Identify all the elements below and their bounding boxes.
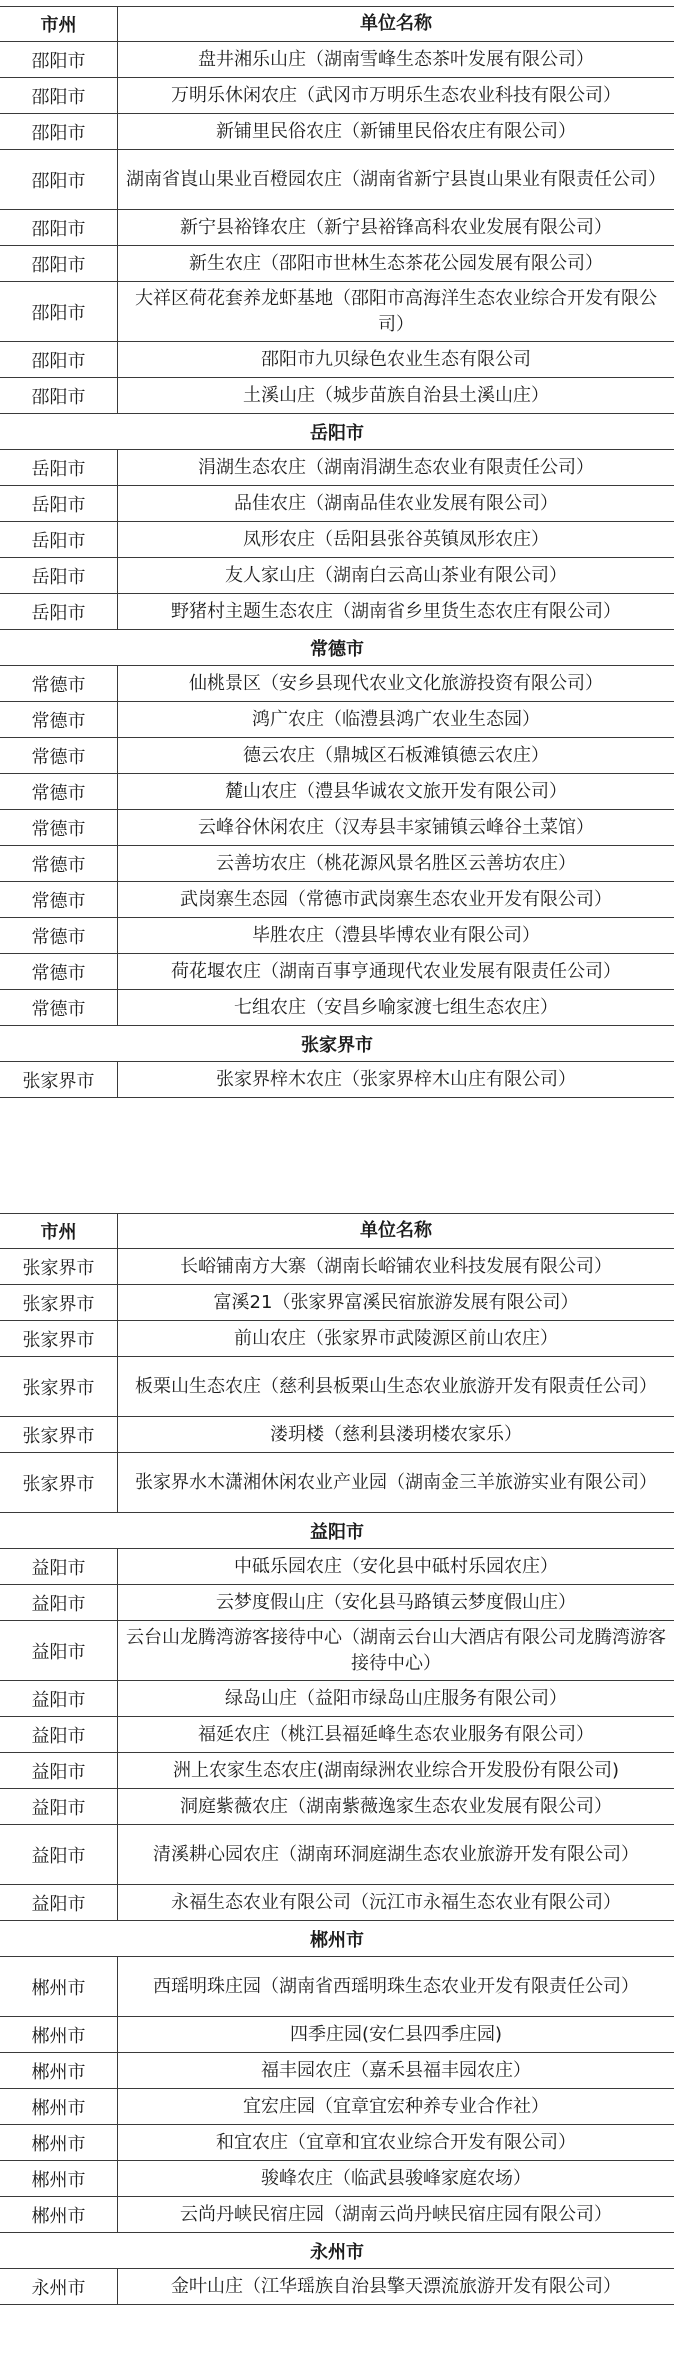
cell-unit: 云尚丹峡民宿庄园（湖南云尚丹峡民宿庄园有限公司）: [180, 2203, 612, 2225]
table-row: [0, 1417, 674, 1453]
cell-city: 岳阳市: [0, 594, 118, 629]
cell-unit: 云峰谷休闲农庄（汉寿县丰家铺镇云峰谷土菜馆）: [198, 816, 594, 838]
cell-unit: 野猪村主题生态农庄（湖南省乡里货生态农庄有限公司）: [171, 600, 621, 622]
table-row: [0, 150, 674, 210]
cell-city: 永州市: [0, 2269, 118, 2304]
section-title: 郴州市: [0, 1921, 674, 1957]
cell-city: 张家界市: [0, 1417, 118, 1452]
cell-unit: 武岗寨生态园（常德市武岗寨生态农业开发有限公司）: [180, 888, 612, 910]
cell-unit: 荷花堰农庄（湖南百事亨通现代农业发展有限责任公司）: [171, 960, 621, 982]
cell-city: 邵阳市: [0, 246, 118, 281]
table-row: [0, 450, 674, 486]
cell-city: 常德市: [0, 738, 118, 773]
table-row: [0, 210, 674, 246]
cell-city: 邵阳市: [0, 42, 118, 77]
table-header: [0, 6, 674, 42]
table-row: [0, 1549, 674, 1585]
cell-city: 常德市: [0, 954, 118, 989]
table-row: [0, 846, 674, 882]
table-row: [0, 594, 674, 630]
table-row: [0, 738, 674, 774]
cell-city: 益阳市: [0, 1585, 118, 1620]
cell-unit: 宜宏庄园（宜章宜宏种养专业合作社）: [243, 2095, 549, 2117]
cell-city: 常德市: [0, 666, 118, 701]
cell-unit: 骏峰农庄（临武县骏峰家庭农场）: [261, 2167, 531, 2189]
table-row: [0, 282, 674, 342]
cell-city: 邵阳市: [0, 78, 118, 113]
cell-city: 郴州市: [0, 2125, 118, 2160]
cell-city: 岳阳市: [0, 522, 118, 557]
cell-unit: 四季庄园(安仁县四季庄园): [289, 2023, 503, 2045]
table-row: [0, 114, 674, 150]
cell-unit: 金叶山庄（江华瑶族自治县擎天漂流旅游开发有限公司）: [171, 2275, 621, 2297]
table-row: [0, 990, 674, 1026]
cell-city: 郴州市: [0, 1957, 118, 2016]
cell-unit: 湖南省崀山果业百橙园农庄（湖南省新宁县崀山果业有限责任公司）: [126, 168, 666, 190]
cell-unit: 新生农庄（邵阳市世林生态茶花公园发展有限公司）: [189, 252, 603, 274]
cell-city: 岳阳市: [0, 486, 118, 521]
table-row: [0, 486, 674, 522]
table-row: [0, 2017, 674, 2053]
cell-city: 益阳市: [0, 1549, 118, 1584]
cell-city: 常德市: [0, 810, 118, 845]
section-title: 常德市: [0, 630, 674, 666]
table-row: [0, 246, 674, 282]
cell-city: 常德市: [0, 990, 118, 1025]
table-row: [0, 42, 674, 78]
cell-city: 张家界市: [0, 1357, 118, 1416]
table-row: [0, 2197, 674, 2233]
cell-city: 益阳市: [0, 1621, 118, 1680]
table-row: [0, 666, 674, 702]
cell-unit: 新宁县裕锋农庄（新宁县裕锋高科农业发展有限公司）: [180, 216, 612, 238]
table-row: [0, 1249, 674, 1285]
cell-unit: 德云农庄（鼎城区石板滩镇德云农庄）: [243, 744, 549, 766]
cell-city: 常德市: [0, 702, 118, 737]
cell-unit: 凤形农庄（岳阳县张谷英镇凤形农庄）: [243, 528, 549, 550]
cell-city: 常德市: [0, 882, 118, 917]
cell-city: 邵阳市: [0, 342, 118, 377]
table-row: [0, 2089, 674, 2125]
header-city: 市州: [0, 1214, 118, 1248]
cell-unit: 云台山龙腾湾游客接待中心（湖南云台山大酒店有限公司龙腾湾游客接待中心）: [126, 1626, 666, 1674]
cell-unit: 板栗山生态农庄（慈利县板栗山生态农业旅游开发有限责任公司）: [135, 1375, 657, 1397]
cell-unit: 邵阳市九贝绿色农业生态有限公司: [261, 348, 531, 370]
cell-city: 邵阳市: [0, 114, 118, 149]
table-row: [0, 1717, 674, 1753]
header-unit: 单位名称: [360, 1220, 432, 1241]
table-row: [0, 702, 674, 738]
cell-city: 益阳市: [0, 1825, 118, 1884]
cell-unit: 清溪耕心园农庄（湖南环洞庭湖生态农业旅游开发有限公司）: [153, 1843, 639, 1865]
cell-city: 益阳市: [0, 1789, 118, 1824]
cell-city: 郴州市: [0, 2017, 118, 2052]
cell-city: 张家界市: [0, 1285, 118, 1320]
cell-city: 郴州市: [0, 2197, 118, 2232]
section-title: 张家界市: [0, 1026, 674, 1062]
cell-city: 常德市: [0, 918, 118, 953]
table-row: [0, 1825, 674, 1885]
table-row: [0, 522, 674, 558]
cell-city: 邵阳市: [0, 210, 118, 245]
table-row: [0, 1681, 674, 1717]
cell-unit: 张家界梓木农庄（张家界梓木山庄有限公司）: [216, 1068, 576, 1090]
table-row: [0, 1357, 674, 1417]
section-title: 益阳市: [0, 1513, 674, 1549]
table-row: [0, 342, 674, 378]
cell-city: 邵阳市: [0, 282, 118, 341]
cell-unit: 溇玥楼（慈利县溇玥楼农家乐）: [270, 1423, 522, 1445]
table-row: [0, 2269, 674, 2305]
table-row: [0, 558, 674, 594]
table-row: [0, 2161, 674, 2197]
cell-unit: 张家界水木潇湘休闲农业产业园（湖南金三羊旅游实业有限公司）: [135, 1471, 657, 1493]
table-row: [0, 774, 674, 810]
table-row: [0, 2125, 674, 2161]
table-row: [0, 810, 674, 846]
cell-unit: 毕胜农庄（澧县毕博农业有限公司）: [252, 924, 540, 946]
table-row: [0, 378, 674, 414]
cell-unit: 绿岛山庄（益阳市绿岛山庄服务有限公司）: [225, 1687, 567, 1709]
cell-city: 邵阳市: [0, 150, 118, 209]
cell-unit: 云善坊农庄（桃花源风景名胜区云善坊农庄）: [216, 852, 576, 874]
cell-unit: 麓山农庄（澧县华诚农文旅开发有限公司）: [225, 780, 567, 802]
table-row: [0, 1453, 674, 1513]
cell-city: 邵阳市: [0, 378, 118, 413]
cell-city: 张家界市: [0, 1321, 118, 1356]
cell-city: 岳阳市: [0, 450, 118, 485]
cell-city: 岳阳市: [0, 558, 118, 593]
table-row: [0, 1885, 674, 1921]
table-row: [0, 1321, 674, 1357]
cell-city: 张家界市: [0, 1453, 118, 1512]
table-header: [0, 1213, 674, 1249]
cell-city: 益阳市: [0, 1681, 118, 1716]
cell-unit: 永福生态农业有限公司（沅江市永福生态农业有限公司）: [171, 1891, 621, 1913]
cell-unit: 七组农庄（安昌乡喻家渡七组生态农庄）: [234, 996, 558, 1018]
cell-city: 常德市: [0, 846, 118, 881]
header-unit: 单位名称: [360, 13, 432, 34]
table-row: [0, 1753, 674, 1789]
cell-unit: 云梦度假山庄（安化县马路镇云梦度假山庄）: [216, 1591, 576, 1613]
table-row: [0, 1062, 674, 1098]
cell-unit: 西瑶明珠庄园（湖南省西瑶明珠生态农业开发有限责任公司）: [153, 1975, 639, 1997]
cell-city: 张家界市: [0, 1062, 118, 1097]
cell-unit: 和宜农庄（宜章和宜农业综合开发有限公司）: [216, 2131, 576, 2153]
cell-unit: 鸿广农庄（临澧县鸿广农业生态园）: [252, 708, 540, 730]
cell-unit: 富溪21（张家界富溪民宿旅游发展有限公司）: [213, 1291, 579, 1313]
table-part-2: [0, 1213, 674, 2305]
cell-city: 郴州市: [0, 2089, 118, 2124]
cell-unit: 福延农庄（桃江县福延峰生态农业服务有限公司）: [198, 1723, 594, 1745]
table-row: [0, 1585, 674, 1621]
cell-city: 张家界市: [0, 1249, 118, 1284]
table-row: [0, 918, 674, 954]
cell-unit: 涓湖生态农庄（湖南涓湖生态农业有限责任公司）: [198, 456, 594, 478]
cell-unit: 洞庭紫薇农庄（湖南紫薇逸家生态农业发展有限公司）: [180, 1795, 612, 1817]
cell-city: 益阳市: [0, 1753, 118, 1788]
cell-unit: 万明乐休闲农庄（武冈市万明乐生态农业科技有限公司）: [171, 84, 621, 106]
cell-unit: 中砥乐园农庄（安化县中砥村乐园农庄）: [234, 1555, 558, 1577]
cell-unit: 新铺里民俗农庄（新铺里民俗农庄有限公司）: [216, 120, 576, 142]
table-part-1: [0, 6, 674, 1098]
cell-city: 郴州市: [0, 2161, 118, 2196]
cell-unit: 品佳农庄（湖南品佳农业发展有限公司）: [234, 492, 558, 514]
table-row: [0, 1957, 674, 2017]
cell-unit: 土溪山庄（城步苗族自治县土溪山庄）: [243, 384, 549, 406]
cell-city: 郴州市: [0, 2053, 118, 2088]
table-row: [0, 954, 674, 990]
cell-city: 益阳市: [0, 1885, 118, 1920]
cell-unit: 盘井湘乐山庄（湖南雪峰生态茶叶发展有限公司）: [198, 48, 594, 70]
section-title: 永州市: [0, 2233, 674, 2269]
cell-city: 常德市: [0, 774, 118, 809]
cell-unit: 友人家山庄（湖南白云高山茶业有限公司）: [225, 564, 567, 586]
table-row: [0, 882, 674, 918]
cell-unit: 洲上农家生态农庄(湖南绿洲农业综合开发股份有限公司): [172, 1759, 620, 1781]
cell-unit: 长峪铺南方大寨（湖南长峪铺农业科技发展有限公司）: [180, 1255, 612, 1277]
table-row: [0, 78, 674, 114]
table-row: [0, 2053, 674, 2089]
header-city: 市州: [0, 7, 118, 41]
cell-unit: 仙桃景区（安乡县现代农业文化旅游投资有限公司）: [189, 672, 603, 694]
cell-unit: 福丰园农庄（嘉禾县福丰园农庄）: [261, 2059, 531, 2081]
table-row: [0, 1285, 674, 1321]
cell-city: 益阳市: [0, 1717, 118, 1752]
cell-unit: 大祥区荷花套养龙虾基地（邵阳市高海洋生态农业综合开发有限公司）: [135, 287, 657, 335]
section-title: 岳阳市: [0, 414, 674, 450]
cell-unit: 前山农庄（张家界市武陵源区前山农庄）: [234, 1327, 558, 1349]
table-row: [0, 1789, 674, 1825]
table-row: [0, 1621, 674, 1681]
